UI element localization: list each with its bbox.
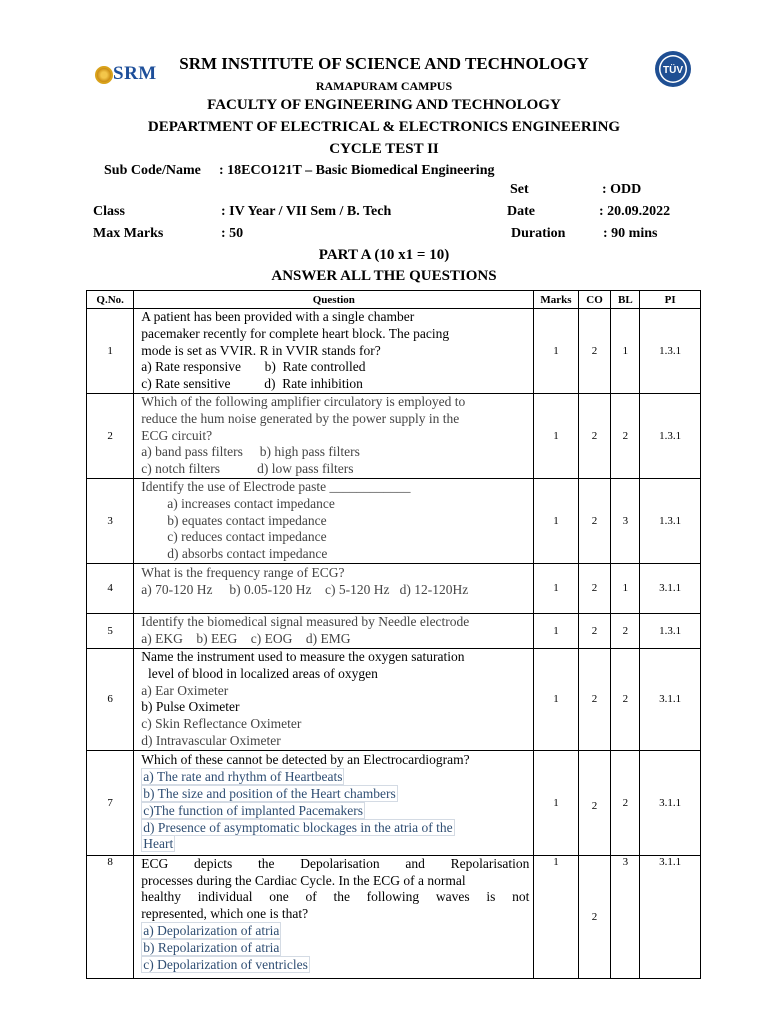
question-number: 8 xyxy=(87,855,134,978)
header-marks: Marks xyxy=(534,291,578,309)
option-line: Heart xyxy=(143,836,174,852)
set-label: Set xyxy=(510,182,529,197)
max-marks-label: Max Marks xyxy=(93,226,164,241)
date-value: : 20.09.2022 xyxy=(599,204,671,219)
marks-cell: 1 xyxy=(534,750,578,855)
option-line: a) Ear Oximeter xyxy=(141,682,229,698)
header-co: CO xyxy=(578,291,611,309)
header-pi: PI xyxy=(640,291,701,309)
question-line: A patient has been provided with a single chamber xyxy=(141,309,415,324)
part-instruction: ANSWER ALL THE QUESTIONS xyxy=(271,268,497,284)
question-text xyxy=(134,613,534,648)
option-line: d) absorbs contact impedance xyxy=(167,546,328,562)
pi-cell: 3.1.1 xyxy=(640,648,701,750)
date-label: Date xyxy=(507,204,535,219)
bl-cell: 2 xyxy=(611,750,640,855)
question-line: mode is set as VVIR. R in VVIR stands for? xyxy=(141,342,381,358)
marks-cell: 1 xyxy=(534,478,578,563)
option-line: c) notch filters d) low pass filters xyxy=(141,461,354,477)
department-name: DEPARTMENT OF ELECTRICAL & ELECTRONICS ENGINEERING xyxy=(147,119,621,135)
question-number: 3 xyxy=(87,478,134,563)
co-cell: 2 xyxy=(578,648,611,750)
question-line: reduce the hum noise generated by the power supply in the xyxy=(141,410,460,426)
bl-cell: 1 xyxy=(611,563,640,613)
question-number: 1 xyxy=(87,309,134,394)
option-line: a) band pass filters b) high pass filters xyxy=(141,444,360,460)
option-line: a) Depolarization of atria xyxy=(143,922,280,938)
srm-logo-text: SRM xyxy=(113,63,157,84)
option-line: c) Skin Reflectance Oximeter xyxy=(141,716,302,732)
question-line: pacemaker recently for complete heart block. The pacing xyxy=(141,325,450,341)
question-text xyxy=(134,563,534,613)
question-table xyxy=(86,290,701,979)
question-number: 6 xyxy=(87,648,134,750)
max-marks-value: : 50 xyxy=(221,226,244,241)
co-cell: 2 xyxy=(578,309,611,394)
marks-cell: 1 xyxy=(534,393,578,478)
question-line: processes during the Cardiac Cycle. In the ECG of a normal xyxy=(141,872,466,888)
pi-cell: 1.3.1 xyxy=(640,613,701,648)
question-line: Name the instrument used to measure the oxygen saturation xyxy=(141,648,465,664)
table-row xyxy=(87,750,701,855)
table-row xyxy=(87,393,701,478)
pi-cell: 3.1.1 xyxy=(640,750,701,855)
pi-cell: 1.3.1 xyxy=(640,309,701,394)
marks-cell: 1 xyxy=(534,855,578,978)
marks-cell: 1 xyxy=(534,613,578,648)
bl-cell: 2 xyxy=(611,393,640,478)
question-line: healthy individual one of the following waves is not xyxy=(141,889,530,905)
table-header-row xyxy=(87,291,701,309)
institute-name: SRM INSTITUTE OF SCIENCE AND TECHNOLOGY xyxy=(179,54,589,73)
bl-cell: 3 xyxy=(611,478,640,563)
header-qno: Q.No. xyxy=(87,291,134,309)
table-row xyxy=(87,855,701,978)
option-line: b) equates contact impedance xyxy=(167,512,327,528)
option-line: d) Presence of asymptomatic blockages in the atria of the xyxy=(143,819,453,835)
test-name: CYCLE TEST II xyxy=(329,141,439,157)
question-text xyxy=(134,309,534,394)
table-row xyxy=(87,613,701,648)
question-line: ECG circuit? xyxy=(141,427,213,443)
question-line: represented, which one is that? xyxy=(141,906,309,922)
option-line: d) Intravascular Oximeter xyxy=(141,732,281,748)
table-row xyxy=(87,309,701,394)
option-line: a) increases contact impedance xyxy=(167,495,335,511)
question-line: Which of these cannot be detected by an Electrocardiogram? xyxy=(141,752,470,768)
co-cell: 2 xyxy=(578,563,611,613)
table-row xyxy=(87,648,701,750)
question-line: Identify the biomedical signal measured by Needle electrode xyxy=(141,614,470,630)
option-line: c) Rate sensitive d) Rate inhibition xyxy=(141,376,363,392)
option-line: b) Repolarization of atria xyxy=(143,939,280,955)
question-line: Which of the following amplifier circulatory is employed to xyxy=(141,393,466,409)
marks-cell: 1 xyxy=(534,563,578,613)
header-bl: BL xyxy=(611,291,640,309)
option-line: a) Rate responsive b) Rate controlled xyxy=(141,359,366,375)
class-value: : IV Year / VII Sem / B. Tech xyxy=(221,204,392,219)
co-cell: 2 xyxy=(578,855,611,978)
question-text xyxy=(134,478,534,563)
co-cell: 2 xyxy=(578,393,611,478)
header-question: Question xyxy=(134,291,534,309)
question-line: level of blood in localized areas of oxygen xyxy=(141,665,378,681)
tuv-logo-text: TÜV xyxy=(663,65,683,76)
table-row xyxy=(87,563,701,613)
question-line: What is the frequency range of ECG? xyxy=(141,564,345,580)
co-cell: 2 xyxy=(578,613,611,648)
duration-label: Duration xyxy=(511,226,566,241)
question-line: Identify the use of Electrode paste ____________ xyxy=(141,478,411,494)
question-number: 2 xyxy=(87,393,134,478)
question-text xyxy=(134,750,534,855)
campus-name: RAMAPURAM CAMPUS xyxy=(315,79,453,93)
question-number: 5 xyxy=(87,613,134,648)
option-line: b) Pulse Oximeter xyxy=(141,699,240,715)
part-title: PART A (10 x1 = 10) xyxy=(318,247,450,263)
marks-cell: 1 xyxy=(534,648,578,750)
option-line: b) The size and position of the Heart chambers xyxy=(143,785,396,801)
pi-cell: 3.1.1 xyxy=(640,563,701,613)
question-text xyxy=(134,648,534,750)
question-number: 7 xyxy=(87,750,134,855)
bl-cell: 2 xyxy=(611,648,640,750)
question-line: ECG depicts the Depolarisation and Repolarisation xyxy=(141,855,530,871)
option-line: a) EKG b) EEG c) EOG d) EMG xyxy=(141,631,351,647)
class-label: Class xyxy=(93,204,125,219)
option-line: a) The rate and rhythm of Heartbeats xyxy=(143,769,343,785)
table-row xyxy=(87,478,701,563)
sub-code-label: Sub Code/Name xyxy=(104,163,201,178)
bl-cell: 3 xyxy=(611,855,640,978)
marks-cell: 1 xyxy=(534,309,578,394)
question-text xyxy=(134,393,534,478)
faculty-name: FACULTY OF ENGINEERING AND TECHNOLOGY xyxy=(207,97,561,113)
question-number: 4 xyxy=(87,563,134,613)
option-line: a) 70-120 Hz b) 0.05-120 Hz c) 5-120 Hz d) 12-120Hz xyxy=(141,581,469,597)
bl-cell: 1 xyxy=(611,309,640,394)
option-line: c) reduces contact impedance xyxy=(167,529,327,545)
duration-value: : 90 mins xyxy=(603,226,658,241)
option-line: c)The function of implanted Pacemakers xyxy=(143,802,363,818)
option-line: c) Depolarization of ventricles xyxy=(143,956,308,972)
pi-cell: 3.1.1 xyxy=(640,855,701,978)
bl-cell: 2 xyxy=(611,613,640,648)
question-text xyxy=(134,855,534,978)
pi-cell: 1.3.1 xyxy=(640,478,701,563)
set-value: : ODD xyxy=(602,182,642,197)
pi-cell: 1.3.1 xyxy=(640,393,701,478)
co-cell: 2 xyxy=(578,750,611,855)
sub-code-value: : 18ECO121T – Basic Biomedical Engineering xyxy=(219,163,495,178)
co-cell: 2 xyxy=(578,478,611,563)
